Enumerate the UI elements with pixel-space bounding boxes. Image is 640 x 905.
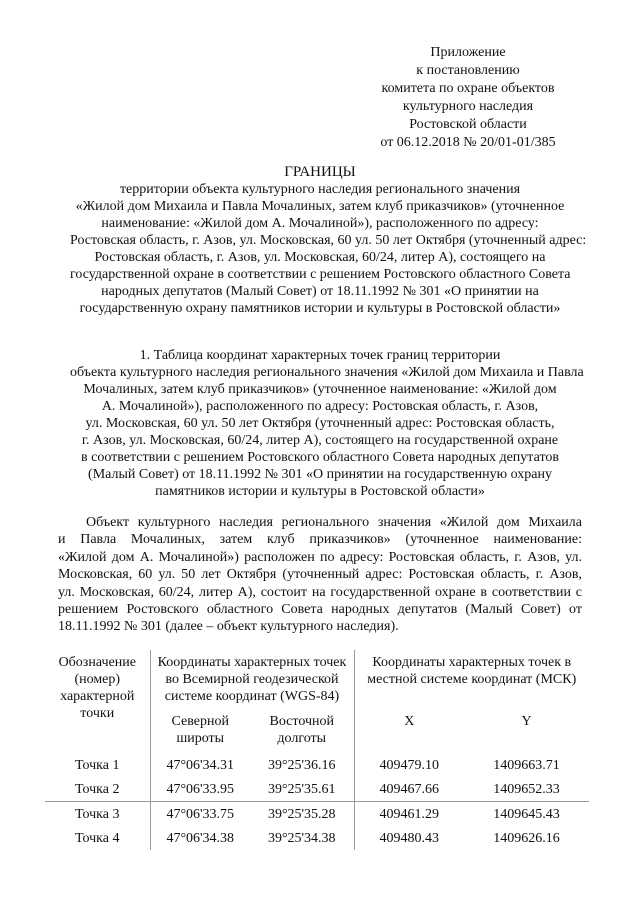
title-line: «Жилой дом Михаила и Павла Мочалиных, затем клуб приказчиков» (уточненное: [75, 199, 565, 214]
cell-point: Точка 3: [45, 802, 150, 827]
cell-y: 1409626.16: [493, 830, 560, 846]
title-line: государственной охране в соответствии с решением Ростовского областного Совета: [70, 267, 571, 282]
document-title: [70, 163, 587, 317]
appendix-line: культурного наследия: [402, 99, 534, 114]
appendix-line: комитета по охране объектов: [381, 81, 555, 96]
table-row: [45, 753, 589, 777]
section-line: г. Азов, ул. Московская, 60/24, литер А), состоящего на государственной охране: [81, 433, 559, 448]
cell-point: Точка 4: [75, 830, 120, 846]
appendix-block: [360, 44, 576, 152]
header-wgs84: Координаты характерных точек во Всемирной геодезической системе координат (WGS-84): [150, 650, 354, 713]
title-line: Ростовская область, г. Азов, ул. Московская, 60 ул. 50 лет Октября (уточненный адрес:: [70, 233, 587, 248]
title-line: наименование: «Жилой дом А. Мочалиной»), расположенного по адресу:: [101, 216, 539, 231]
appendix-line: Ростовской области: [409, 117, 527, 132]
title-heading: ГРАНИЦЫ: [284, 164, 356, 180]
header-east-longitude: Восточной долготы: [269, 714, 334, 746]
cell-lon: 39°25'35.61: [267, 781, 336, 797]
section-line: ул. Московская, 60 ул. 50 лет Октября (уточненный адрес: Ростовская область,: [85, 416, 555, 431]
cell-lon: 39°25'35.28: [250, 802, 354, 827]
cell-lon: 39°25'34.38: [267, 830, 336, 846]
section-line: А. Мочалиной»), расположенного по адресу: Ростовская область, г. Азов,: [101, 399, 539, 414]
title-line: Ростовская область, г. Азов, ул. Московская, 60/24, литер А), состоящего на: [94, 250, 546, 265]
coordinates-table: [45, 650, 589, 850]
paragraph-line: «Жилой дом А. Мочалиной») расположен по адресу: Ростовская область, г. Азов, ул.: [58, 549, 582, 565]
title-line: государственную охрану памятников истории и культуры в Ростовской области»: [79, 301, 561, 316]
appendix-line: к постановлению: [416, 63, 520, 78]
cell-lon: 39°25'36.16: [267, 757, 336, 773]
cell-lat: 47°06'33.75: [150, 802, 250, 827]
section-heading: [70, 347, 584, 500]
header-point-id: Обозначение (номер) характерной точки: [58, 655, 136, 721]
section-line: памятников истории и культуры в Ростовской области»: [155, 484, 485, 499]
body-paragraph: [58, 514, 582, 636]
header-y: Y: [521, 714, 532, 729]
cell-x: 409480.43: [354, 826, 464, 850]
cell-point: Точка 1: [75, 757, 120, 773]
cell-point: Точка 2: [75, 781, 120, 797]
cell-lat: 47°06'34.38: [150, 826, 250, 850]
paragraph-line: Московская, 60 ул. 50 лет Октября (уточненный адрес: Ростовская область, г. Азов,: [58, 567, 582, 583]
section-line: (Малый Совет) от 18.11.1992 № 301 «О принятии на государственную охрану: [88, 467, 552, 482]
cell-x: 409467.66: [354, 777, 464, 802]
title-line: народных депутатов (Малый Совет) от 18.11.1992 № 301 «О принятии на: [101, 284, 539, 299]
paragraph-line: и Павла Мочалиных, затем клуб приказчиков» (уточненное наименование:: [58, 532, 582, 548]
section-line: Мочалиных, затем клуб приказчиков» (уточненное наименование: «Жилой дом: [83, 382, 557, 397]
coordinates-table-wrap: [45, 650, 589, 850]
paragraph-line: ул. Московская, 60/24, литер А), состоит на государственной охране в соответствии с: [58, 584, 582, 600]
table-row: [45, 777, 589, 802]
section-line: объекта культурного наследия регионального значения «Жилой дом Михаила и Павла: [70, 365, 584, 380]
cell-y: 1409645.43: [464, 802, 589, 827]
section-line: 1. Таблица координат характерных точек границ территории: [139, 348, 501, 363]
header-msk: Координаты характерных точек в местной системе координат (МСК): [354, 650, 589, 713]
title-line: территории объекта культурного наследия регионального значения: [119, 182, 521, 197]
cell-lat: 47°06'34.31: [150, 753, 250, 777]
table-row: [45, 802, 589, 827]
cell-x: 409461.29: [354, 802, 464, 827]
paragraph-line: 18.11.1992 № 301 (далее – объект культурного наследия).: [58, 619, 399, 635]
appendix-line: Приложение: [430, 45, 506, 60]
table-row: [45, 826, 589, 850]
table-header-row: [45, 650, 589, 713]
cell-y: 1409663.71: [493, 757, 560, 773]
cell-x: 409479.10: [354, 753, 464, 777]
appendix-line: от 06.12.2018 № 20/01-01/385: [380, 135, 556, 150]
section-line: в соответствии с решением Ростовского областного Совета народных депутатов: [81, 450, 559, 465]
paragraph-line: Объект культурного наследия регионального значения «Жилой дом Михаила: [86, 515, 582, 530]
cell-y: 1409652.33: [493, 781, 560, 797]
header-x: X: [354, 713, 464, 753]
cell-lat: 47°06'33.95: [150, 777, 250, 802]
header-north-latitude: Северной широты: [150, 713, 250, 753]
paragraph-line: решением Ростовского областного Совета народных депутатов (Малый Совет) от: [58, 602, 582, 618]
